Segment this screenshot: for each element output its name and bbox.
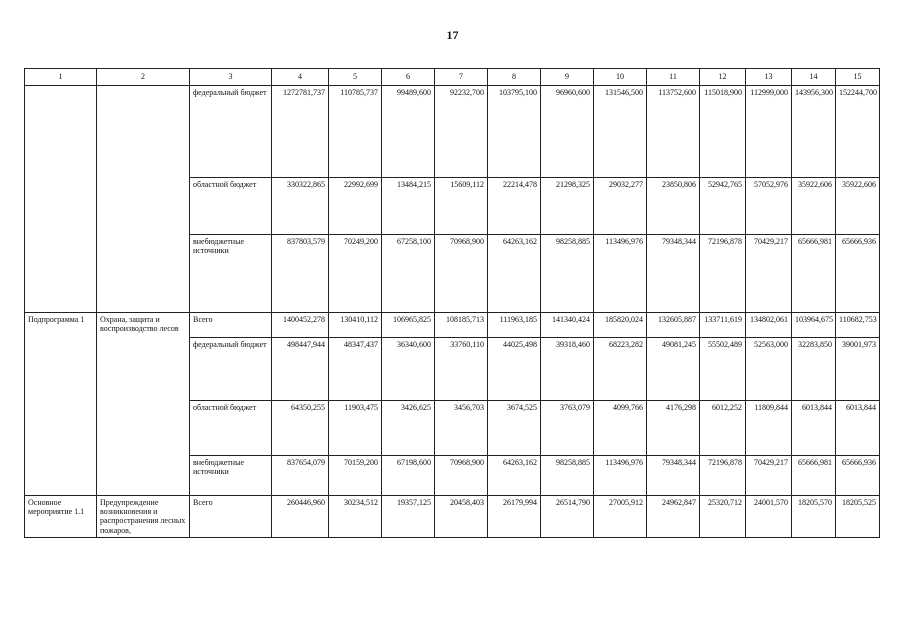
amount-cell: 11809,844 [746,401,792,456]
program-title-cell: Предупреждение возникновения и распространения лесных пожаров, [97,496,190,538]
column-header-14: 14 [792,69,836,86]
amount-cell: 79348,344 [647,235,700,313]
amount-cell: 13484,215 [382,178,435,235]
amount-cell: 70429,217 [746,235,792,313]
amount-cell: 24962,847 [647,496,700,538]
amount-cell: 108185,713 [435,313,488,338]
amount-cell: 22992,699 [329,178,382,235]
amount-cell: 330322,865 [272,178,329,235]
amount-cell: 113496,976 [594,235,647,313]
amount-cell: 65666,981 [792,235,836,313]
amount-cell: 65666,936 [836,456,880,496]
amount-cell: 837803,579 [272,235,329,313]
funding-source-cell: Всего [190,496,272,538]
amount-cell: 39318,460 [541,338,594,401]
amount-cell: 35922,606 [836,178,880,235]
amount-cell: 103795,100 [488,86,541,178]
amount-cell: 98258,885 [541,235,594,313]
column-header-3: 3 [190,69,272,86]
amount-cell: 3426,625 [382,401,435,456]
amount-cell: 79348,344 [647,456,700,496]
amount-cell: 70429,217 [746,456,792,496]
amount-cell: 113752,600 [647,86,700,178]
program-name-cell: Подпрограмма 1 [25,313,97,496]
amount-cell: 21298,325 [541,178,594,235]
amount-cell: 92232,700 [435,86,488,178]
amount-cell: 33760,110 [435,338,488,401]
amount-cell: 11903,475 [329,401,382,456]
amount-cell: 18205,525 [836,496,880,538]
amount-cell: 67258,100 [382,235,435,313]
amount-cell: 6013,844 [792,401,836,456]
column-header-8: 8 [488,69,541,86]
amount-cell: 20458,403 [435,496,488,538]
amount-cell: 18205,570 [792,496,836,538]
amount-cell: 106965,825 [382,313,435,338]
amount-cell: 112999,000 [746,86,792,178]
amount-cell: 143956,300 [792,86,836,178]
amount-cell: 30234,512 [329,496,382,538]
amount-cell: 26514,790 [541,496,594,538]
amount-cell: 185820,024 [594,313,647,338]
amount-cell: 72196,878 [700,235,746,313]
amount-cell: 6012,252 [700,401,746,456]
amount-cell: 52563,000 [746,338,792,401]
amount-cell: 70968,900 [435,235,488,313]
amount-cell: 55502,489 [700,338,746,401]
amount-cell: 260446,960 [272,496,329,538]
amount-cell: 98258,885 [541,456,594,496]
amount-cell: 67198,600 [382,456,435,496]
amount-cell: 36340,600 [382,338,435,401]
column-header-6: 6 [382,69,435,86]
column-header-13: 13 [746,69,792,86]
column-header-15: 15 [836,69,880,86]
budget-table [24,68,880,538]
amount-cell: 3456,703 [435,401,488,456]
funding-source-cell: областной бюджет [190,178,272,235]
program-name-cell [25,86,97,313]
column-header-7: 7 [435,69,488,86]
funding-source-cell: внебюджетные источники [190,456,272,496]
amount-cell: 110682,753 [836,313,880,338]
amount-cell: 141340,424 [541,313,594,338]
amount-cell: 35922,606 [792,178,836,235]
column-header-10: 10 [594,69,647,86]
page-number: 17 [446,28,459,42]
amount-cell: 134802,061 [746,313,792,338]
amount-cell: 133711,619 [700,313,746,338]
amount-cell: 498447,944 [272,338,329,401]
amount-cell: 6013,844 [836,401,880,456]
amount-cell: 29032,277 [594,178,647,235]
amount-cell: 65666,936 [836,235,880,313]
amount-cell: 113496,976 [594,456,647,496]
column-header-2: 2 [97,69,190,86]
amount-cell: 64350,255 [272,401,329,456]
amount-cell: 32283,850 [792,338,836,401]
amount-cell: 70968,900 [435,456,488,496]
amount-cell: 68223,282 [594,338,647,401]
column-header-1: 1 [25,69,97,86]
table-row [25,86,880,178]
amount-cell: 15609,112 [435,178,488,235]
column-header-4: 4 [272,69,329,86]
header-row [25,69,880,86]
amount-cell: 24001,570 [746,496,792,538]
amount-cell: 65666,981 [792,456,836,496]
amount-cell: 64263,162 [488,235,541,313]
amount-cell: 64263,162 [488,456,541,496]
amount-cell: 132605,887 [647,313,700,338]
funding-source-cell: внебюджетные источники [190,235,272,313]
amount-cell: 1272781,737 [272,86,329,178]
column-header-9: 9 [541,69,594,86]
funding-source-cell: федеральный бюджет [190,338,272,401]
amount-cell: 49081,245 [647,338,700,401]
amount-cell: 19357,125 [382,496,435,538]
program-title-cell [97,86,190,313]
amount-cell: 70159,200 [329,456,382,496]
amount-cell: 111963,185 [488,313,541,338]
amount-cell: 152244,700 [836,86,880,178]
column-header-11: 11 [647,69,700,86]
amount-cell: 99489,600 [382,86,435,178]
amount-cell: 57052,976 [746,178,792,235]
amount-cell: 48347,437 [329,338,382,401]
amount-cell: 837654,079 [272,456,329,496]
amount-cell: 3763,079 [541,401,594,456]
amount-cell: 26179,994 [488,496,541,538]
table-row [25,313,880,338]
amount-cell: 130410,112 [329,313,382,338]
amount-cell: 70249,200 [329,235,382,313]
amount-cell: 39001,973 [836,338,880,401]
program-title-cell: Охрана, защита и воспроизводство лесов [97,313,190,496]
amount-cell: 27005,912 [594,496,647,538]
amount-cell: 4099,766 [594,401,647,456]
amount-cell: 23850,806 [647,178,700,235]
table-row [25,496,880,538]
amount-cell: 103964,675 [792,313,836,338]
program-name-cell: Основное мероприятие 1.1 [25,496,97,538]
amount-cell: 44025,498 [488,338,541,401]
column-header-5: 5 [329,69,382,86]
amount-cell: 110785,737 [329,86,382,178]
funding-source-cell: областной бюджет [190,401,272,456]
column-header-12: 12 [700,69,746,86]
funding-source-cell: федеральный бюджет [190,86,272,178]
amount-cell: 115018,900 [700,86,746,178]
amount-cell: 72196,878 [700,456,746,496]
amount-cell: 25320,712 [700,496,746,538]
amount-cell: 131546,500 [594,86,647,178]
funding-source-cell: Всего [190,313,272,338]
amount-cell: 96960,600 [541,86,594,178]
amount-cell: 52942,765 [700,178,746,235]
amount-cell: 22214,478 [488,178,541,235]
amount-cell: 4176,298 [647,401,700,456]
amount-cell: 3674,525 [488,401,541,456]
amount-cell: 1400452,278 [272,313,329,338]
